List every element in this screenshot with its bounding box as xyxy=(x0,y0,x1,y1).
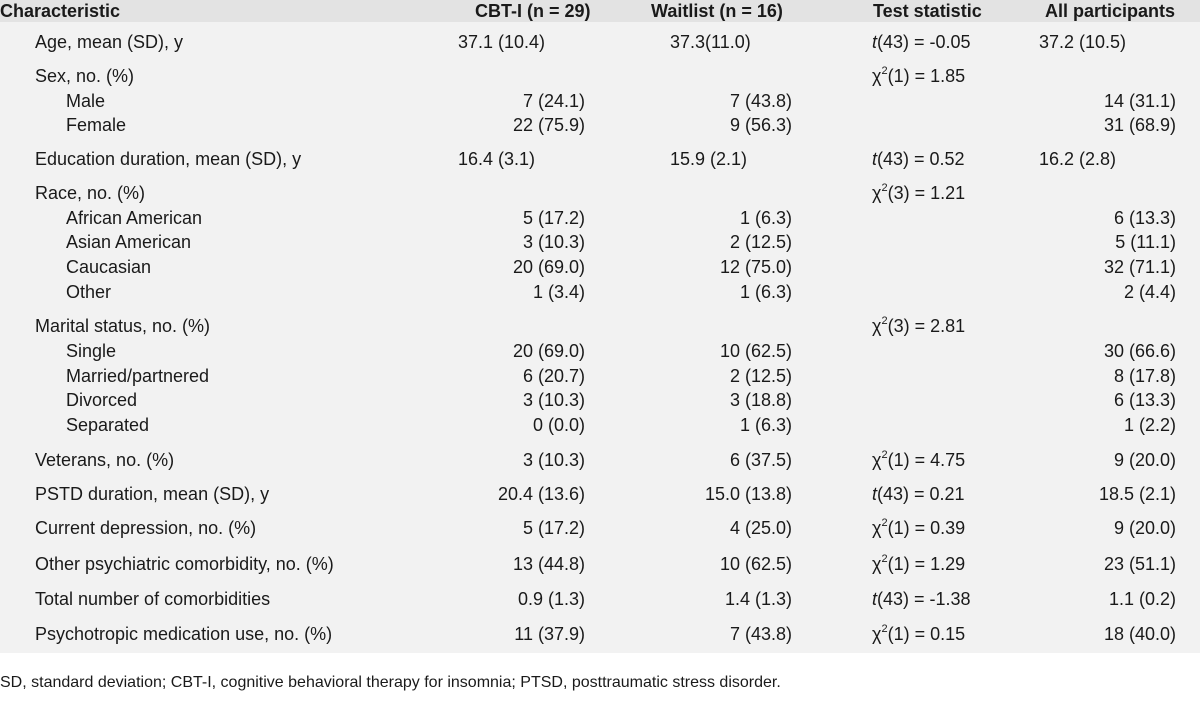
row-label: Married/partnered xyxy=(66,366,210,386)
stat-value: (1) = 1.85 xyxy=(887,66,966,86)
table-footnote: SD, standard deviation; CBT-I, cognitive behavioral therapy for insomnia; PTSD, posttraumatic stress disorder. xyxy=(0,674,781,691)
row-label: PSTD duration, mean (SD), y xyxy=(35,484,270,504)
cell-test-statistic xyxy=(872,30,1022,54)
stat-superscript: 2 xyxy=(881,315,888,327)
cell-test-statistic xyxy=(872,552,1022,576)
row-label: Male xyxy=(66,91,106,111)
cell-cbti: 3 (10.3) xyxy=(522,450,585,470)
cell-waitlist: 15.9 (2.1) xyxy=(670,149,748,169)
cell-all-participants: 5 (11.1) xyxy=(1115,232,1176,252)
cell-test-statistic xyxy=(872,181,1022,205)
cell-cbti: 5 (17.2) xyxy=(522,518,585,538)
stat-superscript: 2 xyxy=(881,449,888,461)
cell-test-statistic xyxy=(872,147,1022,171)
cell-waitlist: 7 (43.8) xyxy=(729,624,792,644)
cell-all-participants: 18 (40.0) xyxy=(1103,624,1176,644)
row-label: Marital status, no. (%) xyxy=(35,316,211,336)
row-label: African American xyxy=(66,208,203,228)
cell-waitlist: 9 (56.3) xyxy=(729,115,792,135)
cell-test-statistic xyxy=(872,64,1022,88)
cell-all-participants: 30 (66.6) xyxy=(1103,341,1176,361)
row-label: Separated xyxy=(66,415,150,435)
header-cbti: CBT-I (n = 29) xyxy=(475,1,591,21)
row-label: Caucasian xyxy=(66,257,152,277)
row-label: Race, no. (%) xyxy=(35,183,146,203)
row-label: Psychotropic medication use, no. (%) xyxy=(35,624,333,644)
row-label: Other psychiatric comorbidity, no. (%) xyxy=(35,554,334,574)
stat-value: (43) = 0.21 xyxy=(877,484,965,504)
stat-symbol: χ xyxy=(872,518,882,538)
cell-cbti: 20.4 (13.6) xyxy=(497,484,585,504)
cell-all-participants: 2 (4.4) xyxy=(1123,282,1176,302)
stat-symbol: χ xyxy=(872,66,882,86)
header-waitlist: Waitlist (n = 16) xyxy=(651,1,783,21)
stat-symbol: t xyxy=(872,589,878,609)
cell-cbti: 16.4 (3.1) xyxy=(458,149,536,169)
stat-symbol: χ xyxy=(872,624,882,644)
cell-waitlist: 15.0 (13.8) xyxy=(704,484,792,504)
cell-waitlist: 2 (12.5) xyxy=(729,366,792,386)
cell-waitlist: 1.4 (1.3) xyxy=(724,589,792,609)
cell-waitlist: 1 (6.3) xyxy=(739,282,792,302)
cell-all-participants: 23 (51.1) xyxy=(1103,554,1176,574)
cell-waitlist: 10 (62.5) xyxy=(719,554,792,574)
cell-cbti: 5 (17.2) xyxy=(522,208,585,228)
cell-test-statistic xyxy=(872,448,1022,472)
stat-superscript: 2 xyxy=(881,182,888,194)
cell-test-statistic xyxy=(872,314,1022,338)
cell-waitlist: 7 (43.8) xyxy=(729,91,792,111)
cell-all-participants: 6 (13.3) xyxy=(1113,208,1176,228)
cell-all-participants: 8 (17.8) xyxy=(1113,366,1176,386)
cell-cbti: 0.9 (1.3) xyxy=(517,589,585,609)
cell-cbti: 13 (44.8) xyxy=(512,554,585,574)
cell-all-participants: 1 (2.2) xyxy=(1123,415,1176,435)
stat-symbol: χ xyxy=(872,554,882,574)
stat-value: (3) = 2.81 xyxy=(887,316,966,336)
stat-value: (43) = -1.38 xyxy=(877,589,971,609)
cell-all-participants: 9 (20.0) xyxy=(1113,450,1176,470)
cell-waitlist: 2 (12.5) xyxy=(729,232,792,252)
cell-waitlist: 1 (6.3) xyxy=(739,415,792,435)
row-label: Sex, no. (%) xyxy=(35,66,135,86)
cell-waitlist: 10 (62.5) xyxy=(719,341,792,361)
cell-test-statistic xyxy=(872,482,1022,506)
stat-value: (1) = 0.39 xyxy=(887,518,966,538)
cell-cbti: 0 (0.0) xyxy=(532,415,585,435)
header-characteristic: Characteristic xyxy=(0,1,121,21)
stat-symbol: χ xyxy=(872,450,882,470)
stat-symbol: t xyxy=(872,484,878,504)
cell-test-statistic xyxy=(872,587,1022,611)
stat-symbol: t xyxy=(872,32,878,52)
stat-superscript: 2 xyxy=(881,65,888,77)
cell-all-participants: 37.2 (10.5) xyxy=(1039,32,1127,52)
stat-value: (1) = 0.15 xyxy=(887,624,966,644)
stat-value: (43) = 0.52 xyxy=(877,149,965,169)
stat-value: (43) = -0.05 xyxy=(877,32,971,52)
cell-cbti: 20 (69.0) xyxy=(512,341,585,361)
cell-cbti: 7 (24.1) xyxy=(522,91,585,111)
cell-all-participants: 1.1 (0.2) xyxy=(1108,589,1176,609)
cell-all-participants: 31 (68.9) xyxy=(1103,115,1176,135)
cell-cbti: 1 (3.4) xyxy=(532,282,585,302)
cell-waitlist: 37.3(11.0) xyxy=(670,32,751,52)
cell-all-participants: 16.2 (2.8) xyxy=(1039,149,1117,169)
table-header-band xyxy=(0,0,1200,22)
cell-test-statistic xyxy=(872,622,1022,646)
stat-symbol: χ xyxy=(872,183,882,203)
row-label: Single xyxy=(66,341,117,361)
cell-waitlist: 12 (75.0) xyxy=(719,257,792,277)
row-label: Current depression, no. (%) xyxy=(35,518,257,538)
row-label: Female xyxy=(66,115,127,135)
stat-value: (1) = 4.75 xyxy=(887,450,966,470)
stat-value: (3) = 1.21 xyxy=(887,183,966,203)
stat-superscript: 2 xyxy=(881,553,888,565)
row-label: Asian American xyxy=(66,232,192,252)
cell-waitlist: 3 (18.8) xyxy=(729,390,792,410)
cell-waitlist: 1 (6.3) xyxy=(739,208,792,228)
cell-cbti: 20 (69.0) xyxy=(512,257,585,277)
row-label: Education duration, mean (SD), y xyxy=(35,149,302,169)
cell-cbti: 3 (10.3) xyxy=(522,390,585,410)
cell-waitlist: 6 (37.5) xyxy=(729,450,792,470)
row-label: Veterans, no. (%) xyxy=(35,450,175,470)
cell-cbti: 37.1 (10.4) xyxy=(458,32,546,52)
stat-value: (1) = 1.29 xyxy=(887,554,966,574)
cell-cbti: 11 (37.9) xyxy=(514,624,585,644)
cell-all-participants: 14 (31.1) xyxy=(1103,91,1176,111)
cell-waitlist: 4 (25.0) xyxy=(729,518,792,538)
cell-cbti: 6 (20.7) xyxy=(522,366,585,386)
cell-all-participants: 9 (20.0) xyxy=(1113,518,1176,538)
header-all-participants: All participants xyxy=(1045,1,1176,21)
cell-cbti: 22 (75.9) xyxy=(512,115,585,135)
row-label: Other xyxy=(66,282,112,302)
row-label: Divorced xyxy=(66,390,138,410)
stat-symbol: χ xyxy=(872,316,882,336)
cell-test-statistic xyxy=(872,516,1022,540)
row-label: Total number of comorbidities xyxy=(35,589,271,609)
stat-superscript: 2 xyxy=(881,517,888,529)
header-test-statistic: Test statistic xyxy=(873,1,982,21)
row-label: Age, mean (SD), y xyxy=(35,32,184,52)
stat-symbol: t xyxy=(872,149,878,169)
stat-superscript: 2 xyxy=(881,623,888,635)
cell-all-participants: 18.5 (2.1) xyxy=(1098,484,1176,504)
cell-all-participants: 6 (13.3) xyxy=(1113,390,1176,410)
cell-all-participants: 32 (71.1) xyxy=(1103,257,1176,277)
cell-cbti: 3 (10.3) xyxy=(522,232,585,252)
